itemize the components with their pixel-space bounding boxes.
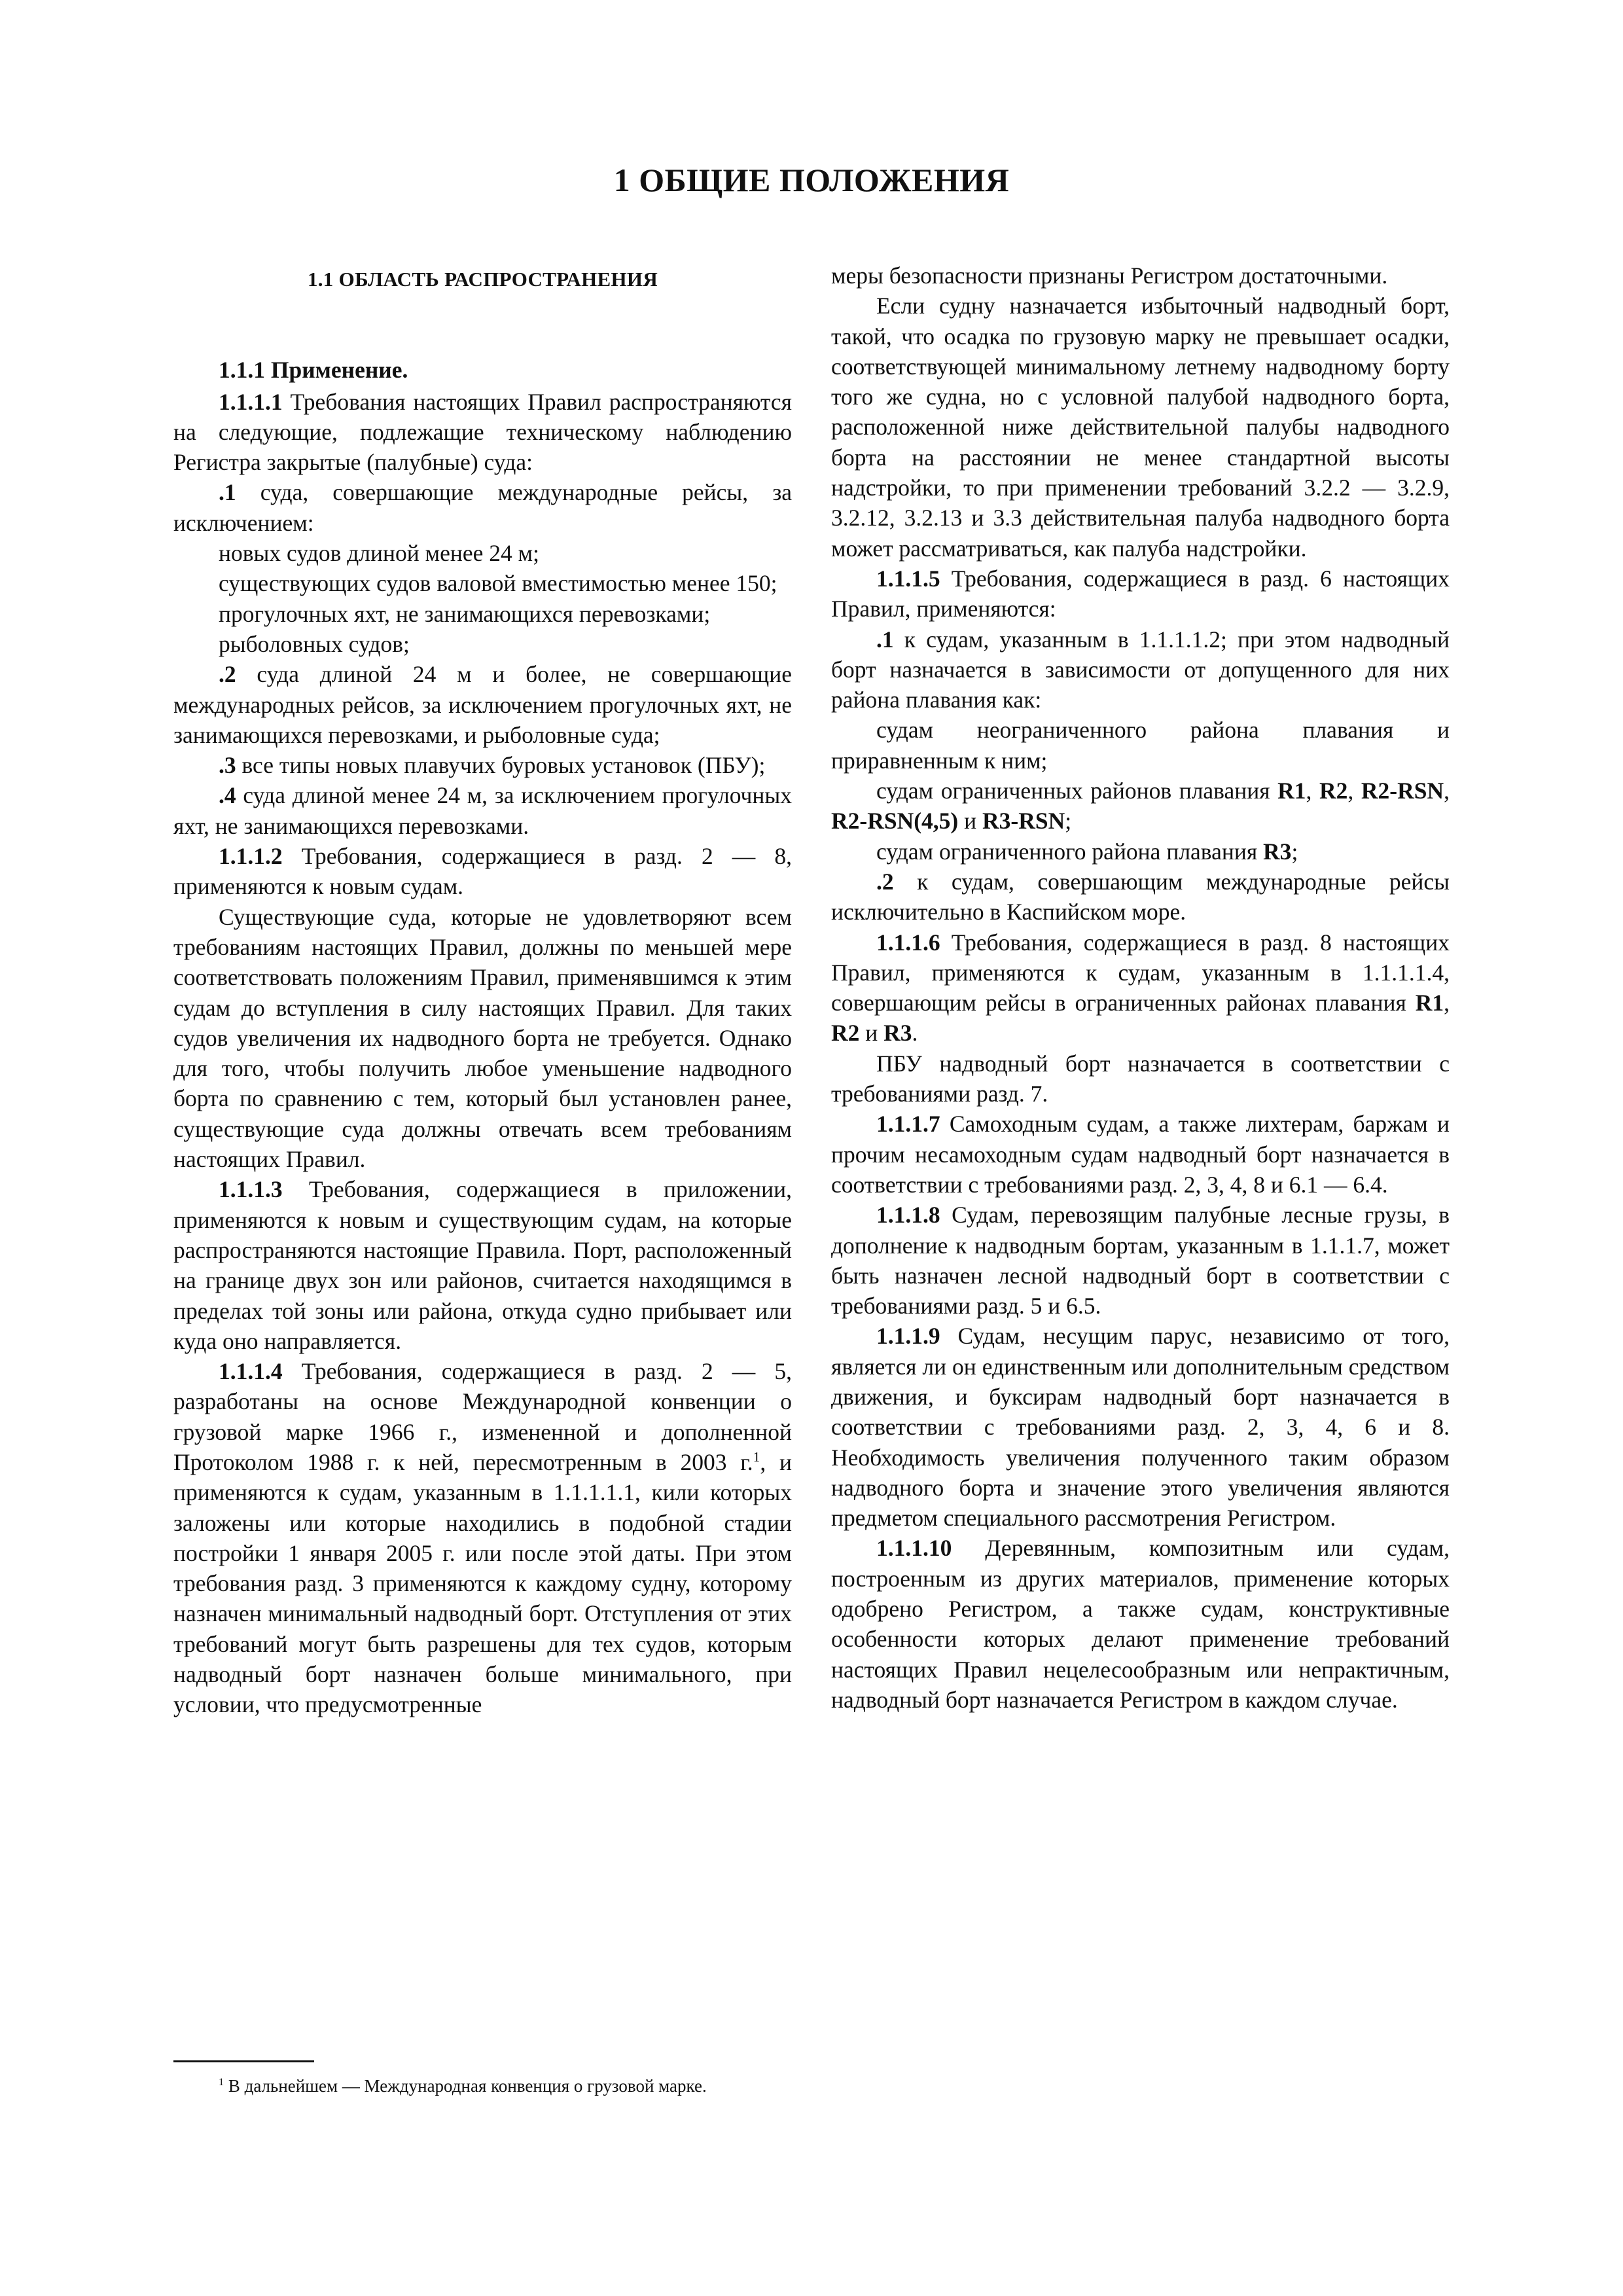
list-item [831, 624, 1450, 715]
item-number: .4 [219, 782, 236, 809]
list-subitem: существующих судов валовой вместимостью менее 150; [219, 570, 777, 597]
clause-text: Требования настоящих Правил распространяются на следующие, подлежащие техническому наблюдению Регистра закрытые (палубные) суда: [173, 388, 792, 476]
list-item [173, 659, 792, 750]
clause-text: Судам, несущим парус, независимо от того, является ли он единственным или дополнительным средством движения, и буксирам надводный борт назначается в соответствии с требованиями разд. 2, 3, 4, 6 и 8. Необходимость увеличения полученного таким образом надводного борта и значение этого увеличения являются предметом специального рассмотрения Регистром. [831, 1323, 1450, 1532]
item-number: .3 [219, 752, 236, 779]
separator: , [1444, 778, 1450, 804]
separator: ; [1291, 838, 1298, 865]
region-code: R1 [1415, 990, 1444, 1016]
separator: и [859, 1020, 884, 1047]
clause-text: Требования, содержащиеся в приложении, применяются к новым и существующим судам, на которые распространяются настоящие Правила. Порт, расположенный на границе двух зон или районов, считается находящимся в пределах той зоны или района, откуда судно прибывает или куда оно направляется. [173, 1176, 792, 1354]
paragraph-1-1-1-9 [831, 1321, 1450, 1533]
list-subitem: рыболовных судов; [219, 630, 410, 657]
list-subitem [831, 776, 1450, 836]
paragraph-1-1-1-10 [831, 1533, 1450, 1715]
region-code: R2-RSN [1361, 778, 1444, 804]
item-text: суда длиной менее 24 м, за исключением прогулочных яхт, не занимающихся перевозками. [173, 782, 792, 839]
clause-text: Судам, перевозящим палубные лесные грузы, в дополнение к надводным бортам, указанным в 1.1.1.7, может быть назначен лесной надводный борт в соответствии с требованиями разд. 5 и 6.5. [831, 1202, 1450, 1319]
left-column [173, 255, 792, 1720]
clause-number: 1.1.1.7 [876, 1111, 940, 1138]
region-code: R2-RSN(4,5) [831, 808, 959, 834]
list-item [173, 780, 792, 841]
separator: , [1444, 990, 1450, 1016]
list-item [173, 750, 792, 780]
subsection-heading: 1.1.1 Применение. [219, 357, 408, 384]
footnote-text: В дальнейшем — Международная конвенция о грузовой марке. [224, 2076, 707, 2096]
item-text: судам ограниченного района плавания [876, 838, 1264, 865]
list-item [831, 867, 1450, 927]
list-subitem: новых судов длиной менее 24 м; [219, 540, 539, 567]
list-subitem: прогулочных яхт, не занимающихся перевозками; [219, 600, 711, 627]
item-text: судам ограниченных районов плавания [876, 778, 1278, 804]
region-code: R3 [883, 1020, 912, 1047]
region-code: R2 [1319, 778, 1348, 804]
paragraph: ПБУ надводный борт назначается в соответствии с требованиями разд. 7. [831, 1050, 1450, 1107]
right-column [831, 260, 1450, 1715]
clause-number: 1.1.1.9 [876, 1323, 940, 1350]
clause-text: Деревянным, композитным или судам, построенным из других материалов, применение которых одобрено Регистром, а также судам, конструктивные особенности которых делают применение требований настоящих Правил нецелесообразным или непрактичным, надводный борт назначается Регистром в каждом случае. [831, 1535, 1450, 1713]
paragraph: Если судну назначается избыточный надводный борт, такой, что осадка по грузовую марку не превышает осадки, соответствующей минимальному летнему надводному борту того же судна, но с условной палубой надводного борта, расположенной ниже действительной палубы надводного борта на расстоянии не менее стандартной высоты надстройки, то при применении требований 3.2.2 — 3.2.9, 3.2.12, 3.2.13 и 3.3 действительная палуба надводного борта может рассматриваться, как палуба надстройки. [831, 293, 1450, 562]
footnote [219, 2075, 707, 2097]
region-code: R3-RSN [982, 808, 1065, 834]
paragraph-1-1-1-3 [173, 1174, 792, 1356]
paragraph: Существующие суда, которые не удовлетворяют всем требованиям настоящих Правил, должны по меньшей мере соответствовать положениям Правил, применявшимся к этим судам до вступления в силу настоящих Правил. Для таких судов увеличения их надводного борта не требуется. Однако для того, чтобы получить любое уменьшение надводного борта по сравнению с тем, который был установлен ранее, существующие суда должны отвечать всем требованиям настоящих Правил. [173, 903, 792, 1173]
item-number: .2 [876, 868, 894, 895]
list-subitem [831, 836, 1450, 867]
footnote-reference[interactable]: 1 [753, 1449, 760, 1465]
page-title: 1 ОБЩИЕ ПОЛОЖЕНИЯ [613, 162, 1010, 198]
clause-text: Требования, содержащиеся в разд. 8 настоящих Правил, применяются к судам, указанным в 1.1.1.1.4, совершающим рейсы в ограниченных районах плавания [831, 929, 1450, 1016]
region-code: R1 [1277, 778, 1306, 804]
clause-number: 1.1.1.3 [219, 1176, 283, 1203]
item-number: .1 [219, 479, 236, 506]
paragraph-1-1-1-1 [173, 387, 792, 478]
clause-number: 1.1.1.1 [219, 388, 283, 415]
footnote-mark: 1 [219, 2076, 224, 2088]
clause-number: 1.1.1.10 [876, 1535, 952, 1562]
clause-text: , и применяются к судам, указанным в 1.1.1.1.1, кили которых заложены или которые находились в подобной стадии постройки 1 января 2005 г. или после этой даты. При этом требования разд. 3 применяются к каждому судну, которому назначен минимальный надводный борт. Отступления от этих требований могут быть разрешены для тех судов, которым надводный борт назначен больше минимального, при условии, что предусмотренные [173, 1448, 792, 1718]
item-text: к судам, совершающим международные рейсы исключительно в Каспийском море. [831, 868, 1450, 925]
separator: . [912, 1020, 918, 1047]
paragraph-1-1-1-2 [173, 841, 792, 902]
clause-text: Требования, содержащиеся в разд. 6 настоящих Правил, применяются: [831, 565, 1450, 622]
paragraph-1-1-1-6 [831, 927, 1450, 1049]
item-text: суда длиной 24 м и более, не совершающие международных рейсов, за исключением прогулочных яхт, не занимающихся перевозками, и рыболовные суда; [173, 661, 792, 748]
paragraph-1-1-1-5 [831, 564, 1450, 624]
separator: , [1306, 778, 1320, 804]
section-heading: 1.1 ОБЛАСТЬ РАСПРОСТРАНЕНИЯ [307, 268, 658, 291]
paragraph-continuation: меры безопасности признаны Регистром достаточными. [831, 262, 1388, 289]
list-subitem: судам неограниченного района плавания и приравненным к ним; [831, 717, 1450, 774]
region-code: R3 [1263, 838, 1292, 865]
clause-text: Самоходным судам, а также лихтерам, баржам и прочим несамоходным судам надводный борт назначается в соответствии с требованиями разд. 2, 3, 4, 8 и 6.1 — 6.4. [831, 1111, 1450, 1198]
paragraph-1-1-1-7 [831, 1109, 1450, 1200]
item-number: .1 [876, 626, 894, 653]
clause-number: 1.1.1.2 [219, 843, 283, 870]
footnote-divider [173, 2060, 314, 2062]
list-item [173, 477, 792, 538]
item-number: .2 [219, 661, 236, 688]
separator: ; [1065, 808, 1072, 834]
clause-text: Требования, содержащиеся в разд. 2 — 8, применяются к новым судам. [173, 843, 792, 900]
separator: и [958, 808, 982, 834]
item-text: суда, совершающие международные рейсы, за исключением: [173, 479, 792, 536]
paragraph-1-1-1-8 [831, 1200, 1450, 1321]
region-code: R2 [831, 1020, 860, 1047]
item-text: к судам, указанным в 1.1.1.1.2; при этом надводный борт назначается в зависимости от допущенного для них района плавания как: [831, 626, 1450, 713]
paragraph-1-1-1-4 [173, 1356, 792, 1720]
clause-text: Требования, содержащиеся в разд. 2 — 5, разработаны на основе Международной конвенции о грузовой марке 1966 г., измененной и дополненной Протоколом 1988 г. к ней, пересмотренным в 2003 г. [173, 1358, 792, 1475]
separator: , [1347, 778, 1361, 804]
item-text: все типы новых плавучих буровых установок (ПБУ); [236, 752, 766, 779]
clause-number: 1.1.1.5 [876, 565, 940, 592]
clause-number: 1.1.1.8 [876, 1202, 940, 1229]
clause-number: 1.1.1.4 [219, 1358, 283, 1385]
clause-number: 1.1.1.6 [876, 929, 940, 956]
